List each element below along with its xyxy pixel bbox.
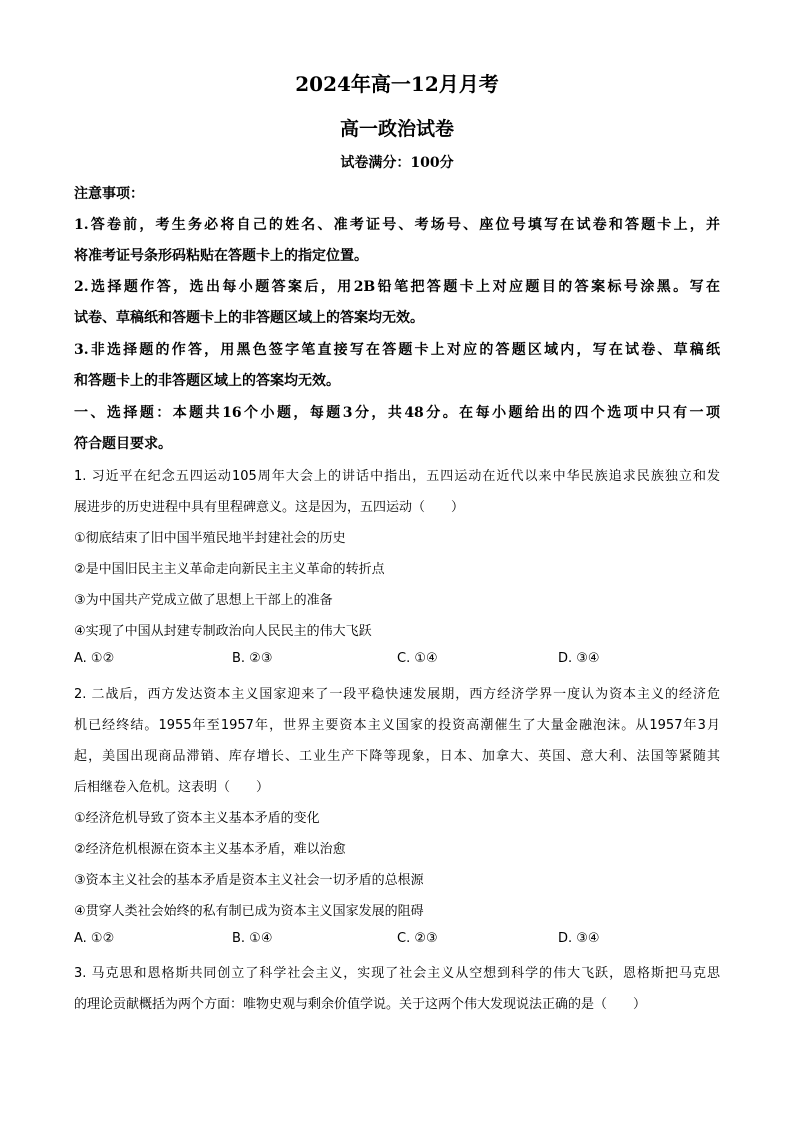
question-2-stem-line-4: 后相继卷入危机。这表明（ ）	[74, 780, 270, 795]
note-2-line-2: 试卷、草稿纸和答题卡上的非答题区域上的答案均无效。	[74, 310, 424, 326]
question-2-option-a: A. ①②	[74, 931, 115, 946]
question-2-stem-line-1: 2. 二战后，西方发达资本主义国家迎来了一段平稳快速发展期，西方经济学界一度认为资本主义的经济危	[74, 687, 720, 702]
note-1-line-1: 1.答卷前，考生务必将自己的姓名、准考证号、考场号、座位号填写在试卷和答题卡上，并	[74, 217, 720, 233]
note-3-line-1: 3.非选择题的作答，用黑色签字笔直接写在答题卡上对应的答题区域内，写在试卷、草稿纸	[74, 342, 720, 358]
question-2-statement-1: ①经济危机导致了资本主义基本矛盾的变化	[74, 811, 320, 826]
exam-title: 2024年高一12月月考	[295, 72, 499, 96]
question-1-statement-4: ④实现了中国从封建专制政治向人民民主的伟大飞跃	[74, 624, 372, 639]
note-2-line-1: 2.选择题作答，选出每小题答案后，用2B铅笔把答题卡上对应题目的答案标号涂黑。写在	[74, 279, 720, 295]
question-1-statement-2: ②是中国旧民主主义革命走向新民主主义革命的转折点	[74, 562, 385, 577]
question-1-option-b: B. ②③	[232, 651, 273, 666]
exam-subtitle: 高一政治试卷	[339, 118, 454, 140]
section-1-heading-line-1: 一、选择题：本题共16个小题，每题3分，共48分。在每小题给出的四个选项中只有一项	[74, 405, 720, 421]
section-1-heading-line-2: 符合题目要求。	[74, 436, 172, 452]
question-2-statement-4: ④贯穿人类社会始终的私有制已成为资本主义国家发展的阻碍	[74, 904, 424, 919]
note-1-line-2: 将准考证号条形码粘贴在答题卡上的指定位置。	[74, 248, 368, 264]
question-2-statement-3: ③资本主义社会的基本矛盾是资本主义社会一切矛盾的总根源	[74, 873, 424, 888]
notes-heading: 注意事项：	[74, 186, 144, 202]
question-2-option-c: C. ②③	[397, 931, 438, 946]
question-1-stem-line-2: 展进步的历史进程中具有里程碑意义。这是因为，五四运动（ ）	[74, 500, 465, 515]
question-1-statement-3: ③为中国共产党成立做了思想上干部上的准备	[74, 593, 333, 608]
note-3-line-2: 和答题卡上的非答题区域上的答案均无效。	[74, 373, 340, 389]
question-1-statement-1: ①彻底结束了旧中国半殖民地半封建社会的历史	[74, 531, 346, 546]
full-score: 试卷满分：100分	[340, 155, 454, 171]
question-1-option-c: C. ①④	[397, 651, 438, 666]
question-1-option-a: A. ①②	[74, 651, 115, 666]
question-2-stem-line-2: 机已经终结。1955年至1957年，世界主要资本主义国家的投资高潮催生了大量金融泡沫。从1957年3月	[74, 718, 720, 733]
question-2-stem-line-3: 起，美国出现商品滞销、库存增长、工业生产下降等现象，日本、加拿大、英国、意大利、法国等紧随其	[74, 749, 720, 764]
question-3-stem-line-2: 的理论贡献概括为两个方面：唯物史观与剩余价值学说。关于这两个伟大发现说法正确的是（ ）	[74, 997, 647, 1012]
question-1-stem-line-1: 1. 习近平在纪念五四运动105周年大会上的讲话中指出，五四运动在近代以来中华民族追求民族独立和发	[74, 469, 720, 484]
question-2-statement-2: ②经济危机根源在资本主义基本矛盾，难以治愈	[74, 842, 346, 857]
question-1-option-d: D. ③④	[558, 651, 600, 666]
question-2-option-b: B. ①④	[232, 931, 273, 946]
question-2-option-d: D. ③④	[558, 931, 600, 946]
question-3-stem-line-1: 3. 马克思和恩格斯共同创立了科学社会主义，实现了社会主义从空想到科学的伟大飞跃，恩格斯把马克思	[74, 966, 720, 981]
